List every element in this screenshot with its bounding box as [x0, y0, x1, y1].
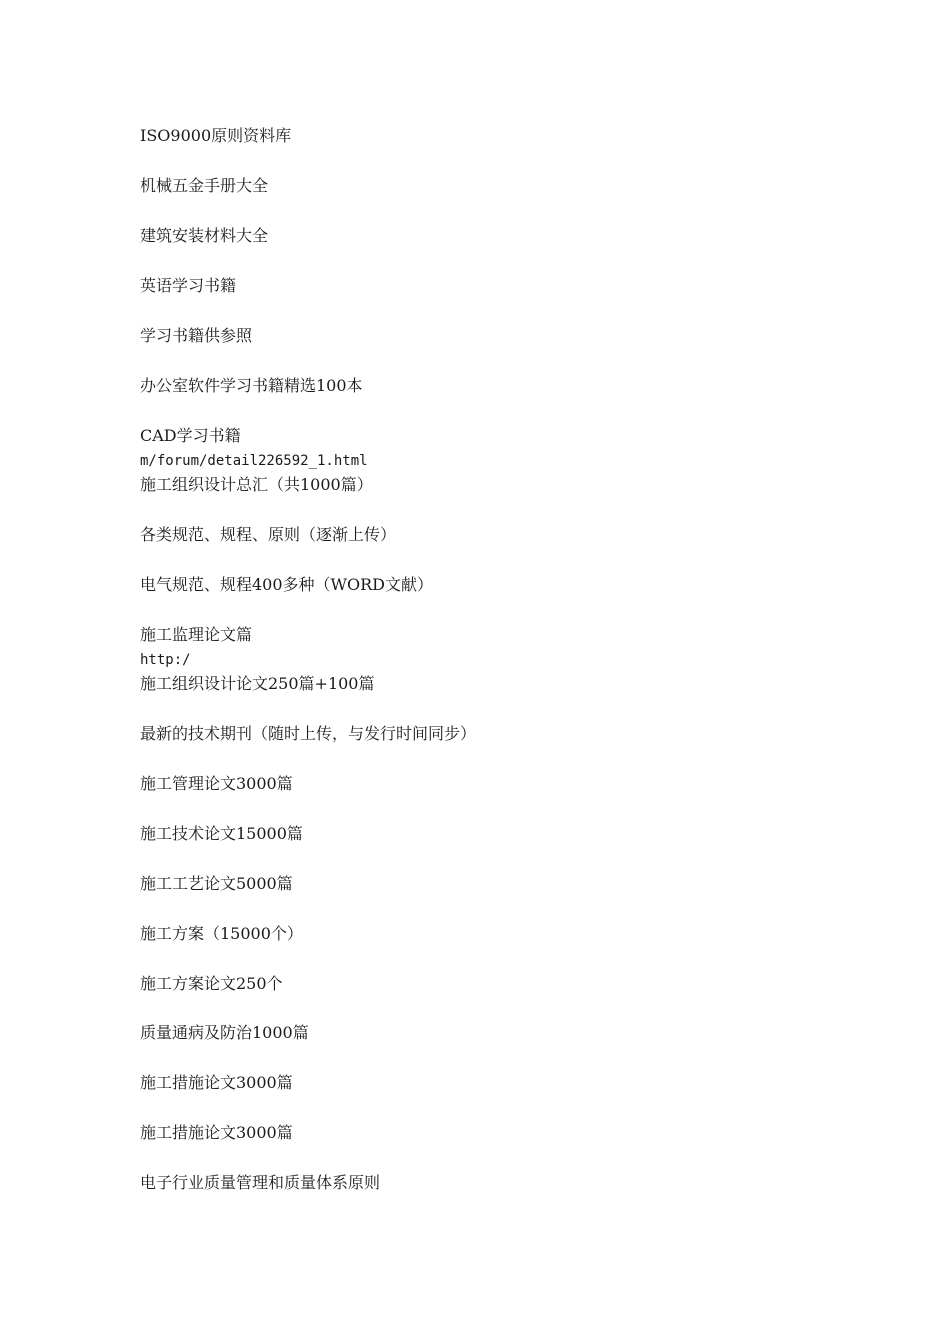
doc-line-construction-plans: 施工方案（15000个）	[140, 924, 303, 943]
doc-line-codes-standards: 各类规范、规程、原则（逐渐上传）	[140, 525, 397, 544]
doc-line-construction-design-collection: 施工组织设计总汇（共1000篇）	[140, 475, 373, 494]
doc-line-technical-journals: 最新的技术期刊（随时上传，与发行时间同步）	[140, 724, 477, 743]
doc-line-study-books: 学习书籍供参照	[140, 326, 253, 345]
doc-line-design-papers: 施工组织设计论文250篇+100篇	[140, 674, 375, 693]
doc-line-cad-books: CAD学习书籍	[140, 426, 241, 445]
doc-line-forum-url: m/forum/detail226592_1.html	[140, 453, 368, 469]
doc-line-technology-papers: 施工技术论文15000篇	[140, 824, 303, 843]
doc-line-plan-papers: 施工方案论文250个	[140, 974, 283, 993]
doc-line-electronics-quality: 电子行业质量管理和质量体系原则	[140, 1173, 381, 1192]
doc-line-electrical-codes: 电气规范、规程400多种（WORD文献）	[140, 575, 433, 594]
doc-line-process-papers: 施工工艺论文5000篇	[140, 874, 293, 893]
doc-line-iso9000-library: ISO9000原则资料库	[140, 126, 292, 145]
doc-line-measures-papers: 施工措施论文3000篇	[140, 1073, 293, 1092]
doc-line-quality-defects: 质量通病及防治1000篇	[140, 1023, 309, 1042]
doc-line-supervision-papers: 施工监理论文篇	[140, 625, 253, 644]
doc-line-machinery-handbook: 机械五金手册大全	[140, 176, 269, 195]
doc-line-office-software-books: 办公室软件学习书籍精选100本	[140, 376, 363, 395]
doc-line-measures-papers-repeat: 施工措施论文3000篇	[140, 1123, 293, 1142]
doc-line-http-url: http:/	[140, 652, 191, 668]
doc-line-management-papers: 施工管理论文3000篇	[140, 774, 293, 793]
doc-line-building-materials: 建筑安装材料大全	[140, 226, 269, 245]
doc-line-english-books: 英语学习书籍	[140, 276, 237, 295]
